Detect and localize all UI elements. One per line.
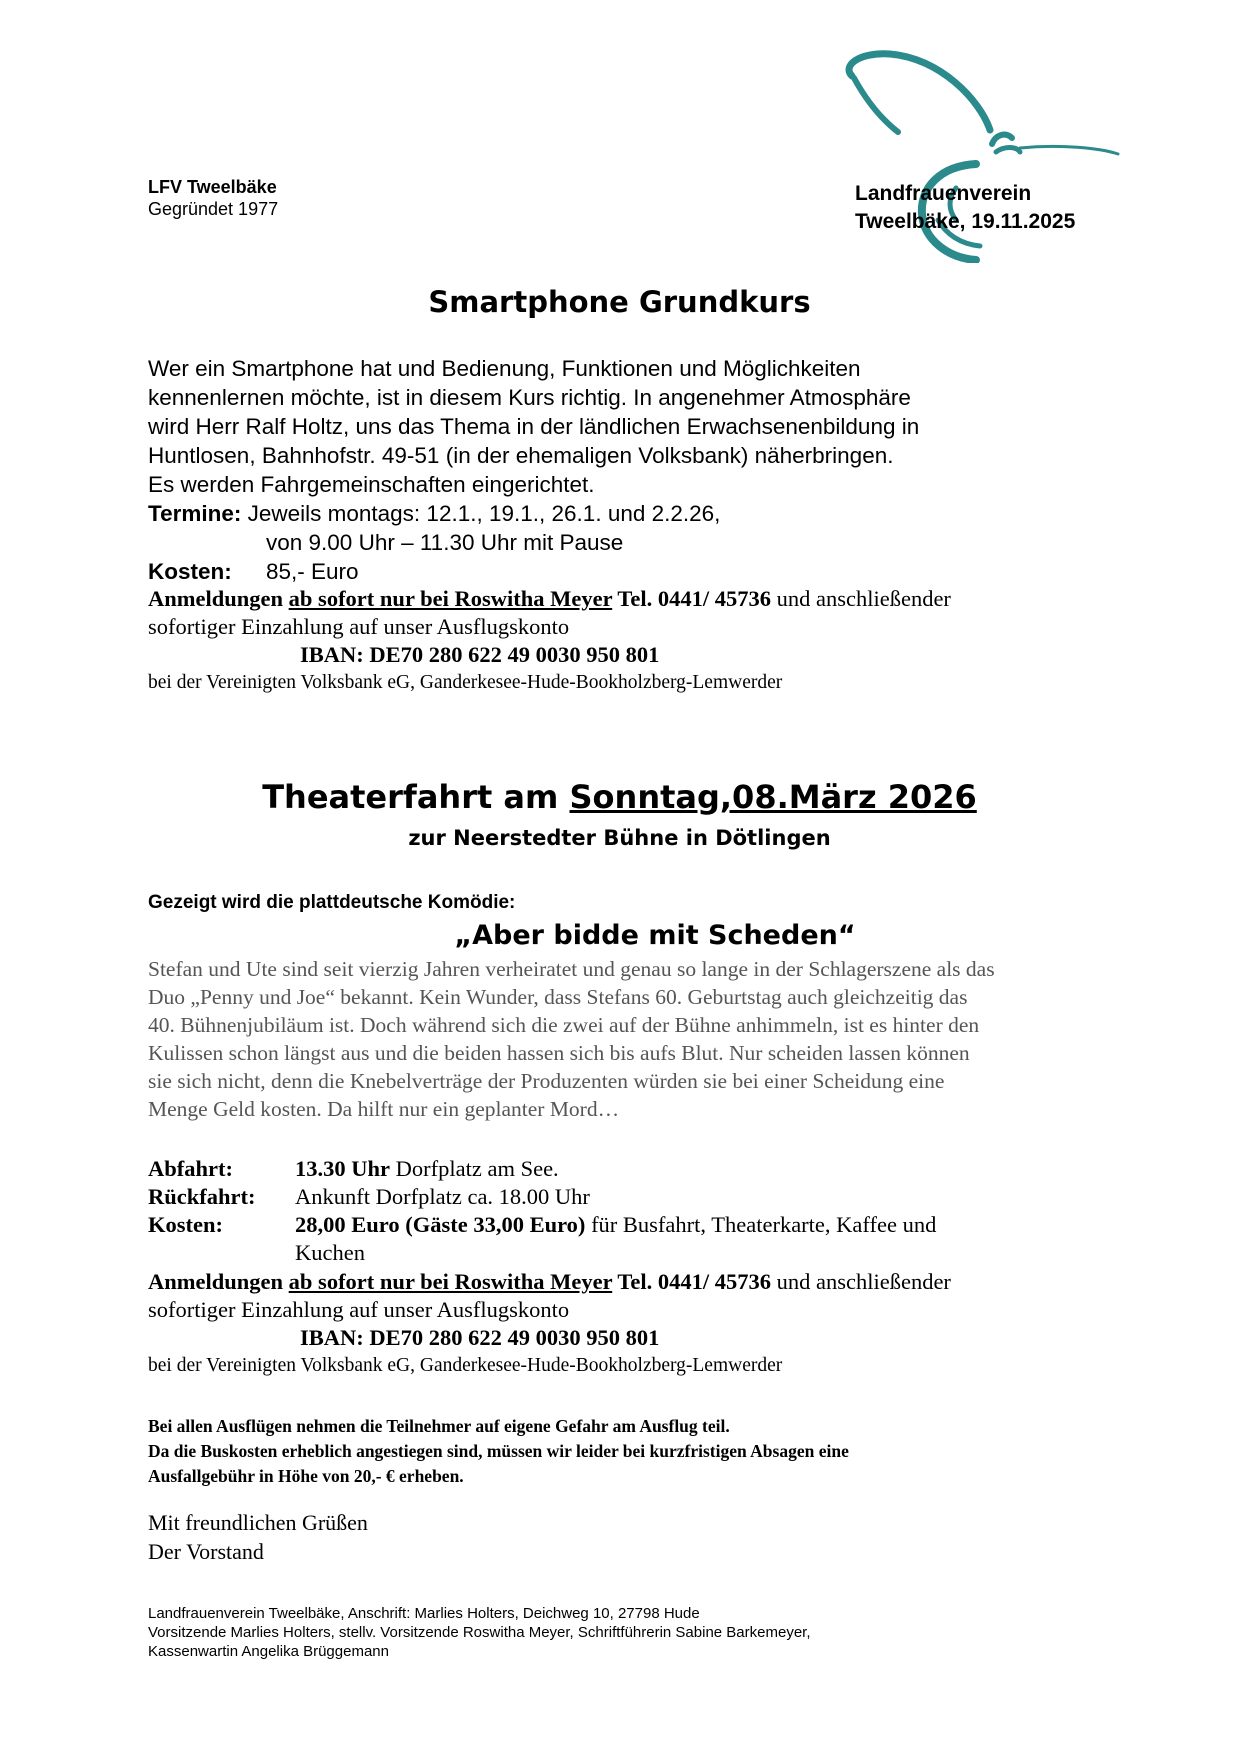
theater-kosten-value [295,1211,1048,1267]
footer [148,1604,1148,1661]
iban: IBAN: DE70 280 622 49 0030 950 801 [300,1325,660,1350]
iban: IBAN: DE70 280 622 49 0030 950 801 [300,642,660,667]
registration-contact: ab sofort nur bei Roswitha Meyer [288,586,613,611]
theater-title-prefix: Theaterfahrt am [262,778,570,816]
footer-line: Landfrauenverein Tweelbäke, Anschrift: Marlies Holters, Deichweg 10, 27798 Hude [148,1605,700,1622]
registration-rest: und anschließender [770,586,951,611]
termine-label: Termine: [148,501,242,526]
kosten-label: Kosten: [148,559,232,584]
rueckfahrt-row [148,1183,1048,1211]
theater-kosten-rest: für Busfahrt, Theaterkarte, Kaffee und [585,1212,937,1237]
kosten-row [148,1211,1048,1267]
registration-tel: Tel. 0441/ 45736 [612,1269,771,1294]
abfahrt-label: Abfahrt: [148,1156,233,1181]
theater-subtitle: zur Neerstedter Bühne in Dötlingen [408,826,831,850]
kosten-line [148,557,1148,586]
letterhead-left [148,176,278,220]
kosten-value: 85,- Euro [266,559,359,584]
registration-contact: ab sofort nur bei Roswitha Meyer [288,1269,613,1294]
signature: Der Vorstand [148,1539,264,1564]
theater-title [0,778,1239,816]
registration-line [148,1268,1148,1296]
closing [148,1508,368,1566]
notice-line: Bei allen Ausflügen nehmen die Teilnehmer auf eigene Gefahr am Ausflug teil. [148,1416,730,1436]
synopsis-line: sie sich nicht, denn die Knebelverträge der Produzenten würden sie bei einer Scheidung eine [148,1069,945,1093]
abfahrt-time: 13.30 Uhr [295,1156,390,1181]
org-short-name: LFV Tweelbäke [148,177,277,197]
course-line: kennenlernen möchte, ist in diesem Kurs richtig. In angenehmer Atmosphäre [148,385,911,410]
bank-name: bei der Vereinigten Volksbank eG, Ganderkesee-Hude-Bookholzberg-Lemwerder [148,672,783,693]
shown-label: Gezeigt wird die plattdeutsche Komödie: [148,892,516,913]
theater-kosten-label: Kosten: [148,1212,223,1237]
notice [148,1414,1148,1489]
course-line: wird Herr Ralf Holtz, uns das Thema in der ländlichen Erwachsenenbildung in [148,414,920,439]
trip-details [148,1155,1048,1267]
bank-name: bei der Vereinigten Volksbank eG, Ganderkesee-Hude-Bookholzberg-Lemwerder [148,1355,783,1376]
greeting: Mit freundlichen Grüßen [148,1510,368,1535]
termine-time: von 9.00 Uhr – 11.30 Uhr mit Pause [266,530,624,555]
registration-line2: sofortiger Einzahlung auf unser Ausflugskonto [148,1297,570,1322]
notice-line: Da die Buskosten erheblich angestiegen sind, müssen wir leider bei kurzfristigen Absagen eine [148,1441,849,1461]
termine-dates: Jeweils montags: 12.1., 19.1., 26.1. und 2.2.26, [241,501,721,526]
abfahrt-value [295,1155,1048,1183]
course-title: Smartphone Grundkurs [428,285,811,319]
place-date: Tweelbäke, 19.11.2025 [855,210,1076,233]
theater-date: Sonntag,08.März 2026 [569,778,977,816]
theater-kosten-bold: 28,00 Euro (Gäste 33,00 Euro) [295,1212,586,1237]
footer-line: Vorsitzende Marlies Holters, stellv. Vorsitzende Roswitha Meyer, Schriftführerin Sabine Barkemeyer, [148,1624,811,1641]
registration-line2: sofortiger Einzahlung auf unser Ausflugskonto [148,614,570,639]
org-name: Landfrauenverein [855,182,1032,205]
abfahrt-row [148,1155,1048,1183]
registration-prefix: Anmeldungen [148,586,284,611]
synopsis [148,955,1108,1123]
course-line: Es werden Fahrgemeinschaften eingerichtet. [148,472,595,497]
rueckfahrt-value: Ankunft Dorfplatz ca. 18.00 Uhr [295,1184,590,1209]
registration-rest: und anschließender [770,1269,951,1294]
rueckfahrt-label: Rückfahrt: [148,1184,256,1209]
registration-tel: Tel. 0441/ 45736 [612,586,771,611]
course-registration [148,585,1148,697]
play-title: „Aber bidde mit Scheden“ [454,920,856,951]
termine-line [148,499,1148,528]
notice-line: Ausfallgebühr in Höhe von 20,- € erheben. [148,1466,464,1486]
theater-registration [148,1268,1148,1380]
synopsis-line: Kulissen schon längst aus und die beiden hassen sich bis aufs Blut. Nur scheiden lassen können [148,1041,970,1065]
founded-line: Gegründet 1977 [148,199,279,219]
registration-line [148,585,1148,613]
course-line: Huntlosen, Bahnhofstr. 49-51 (in der ehemaligen Volksbank) näherbringen. [148,443,894,468]
synopsis-line: Stefan und Ute sind seit vierzig Jahren verheiratet und genau so lange in der Schlagerszene als das [148,957,995,981]
abfahrt-place: Dorfplatz am See. [390,1156,559,1181]
footer-line: Kassenwartin Angelika Brüggemann [148,1643,389,1660]
course-description [148,354,1148,586]
synopsis-line: Menge Geld kosten. Da hilft nur ein geplanter Mord… [148,1097,620,1121]
course-line: Wer ein Smartphone hat und Bedienung, Funktionen und Möglichkeiten [148,356,861,381]
synopsis-line: 40. Bühnenjubiläum ist. Doch während sich die zwei auf der Bühne anhimmeln, ist es hinter den [148,1013,980,1037]
theater-kosten-line2: Kuchen [295,1240,365,1265]
registration-prefix: Anmeldungen [148,1269,284,1294]
letterhead-right [855,180,1075,236]
synopsis-line: Duo „Penny und Joe“ bekannt. Kein Wunder, dass Stefans 60. Geburtstag auch gleichzeitig das [148,985,968,1009]
